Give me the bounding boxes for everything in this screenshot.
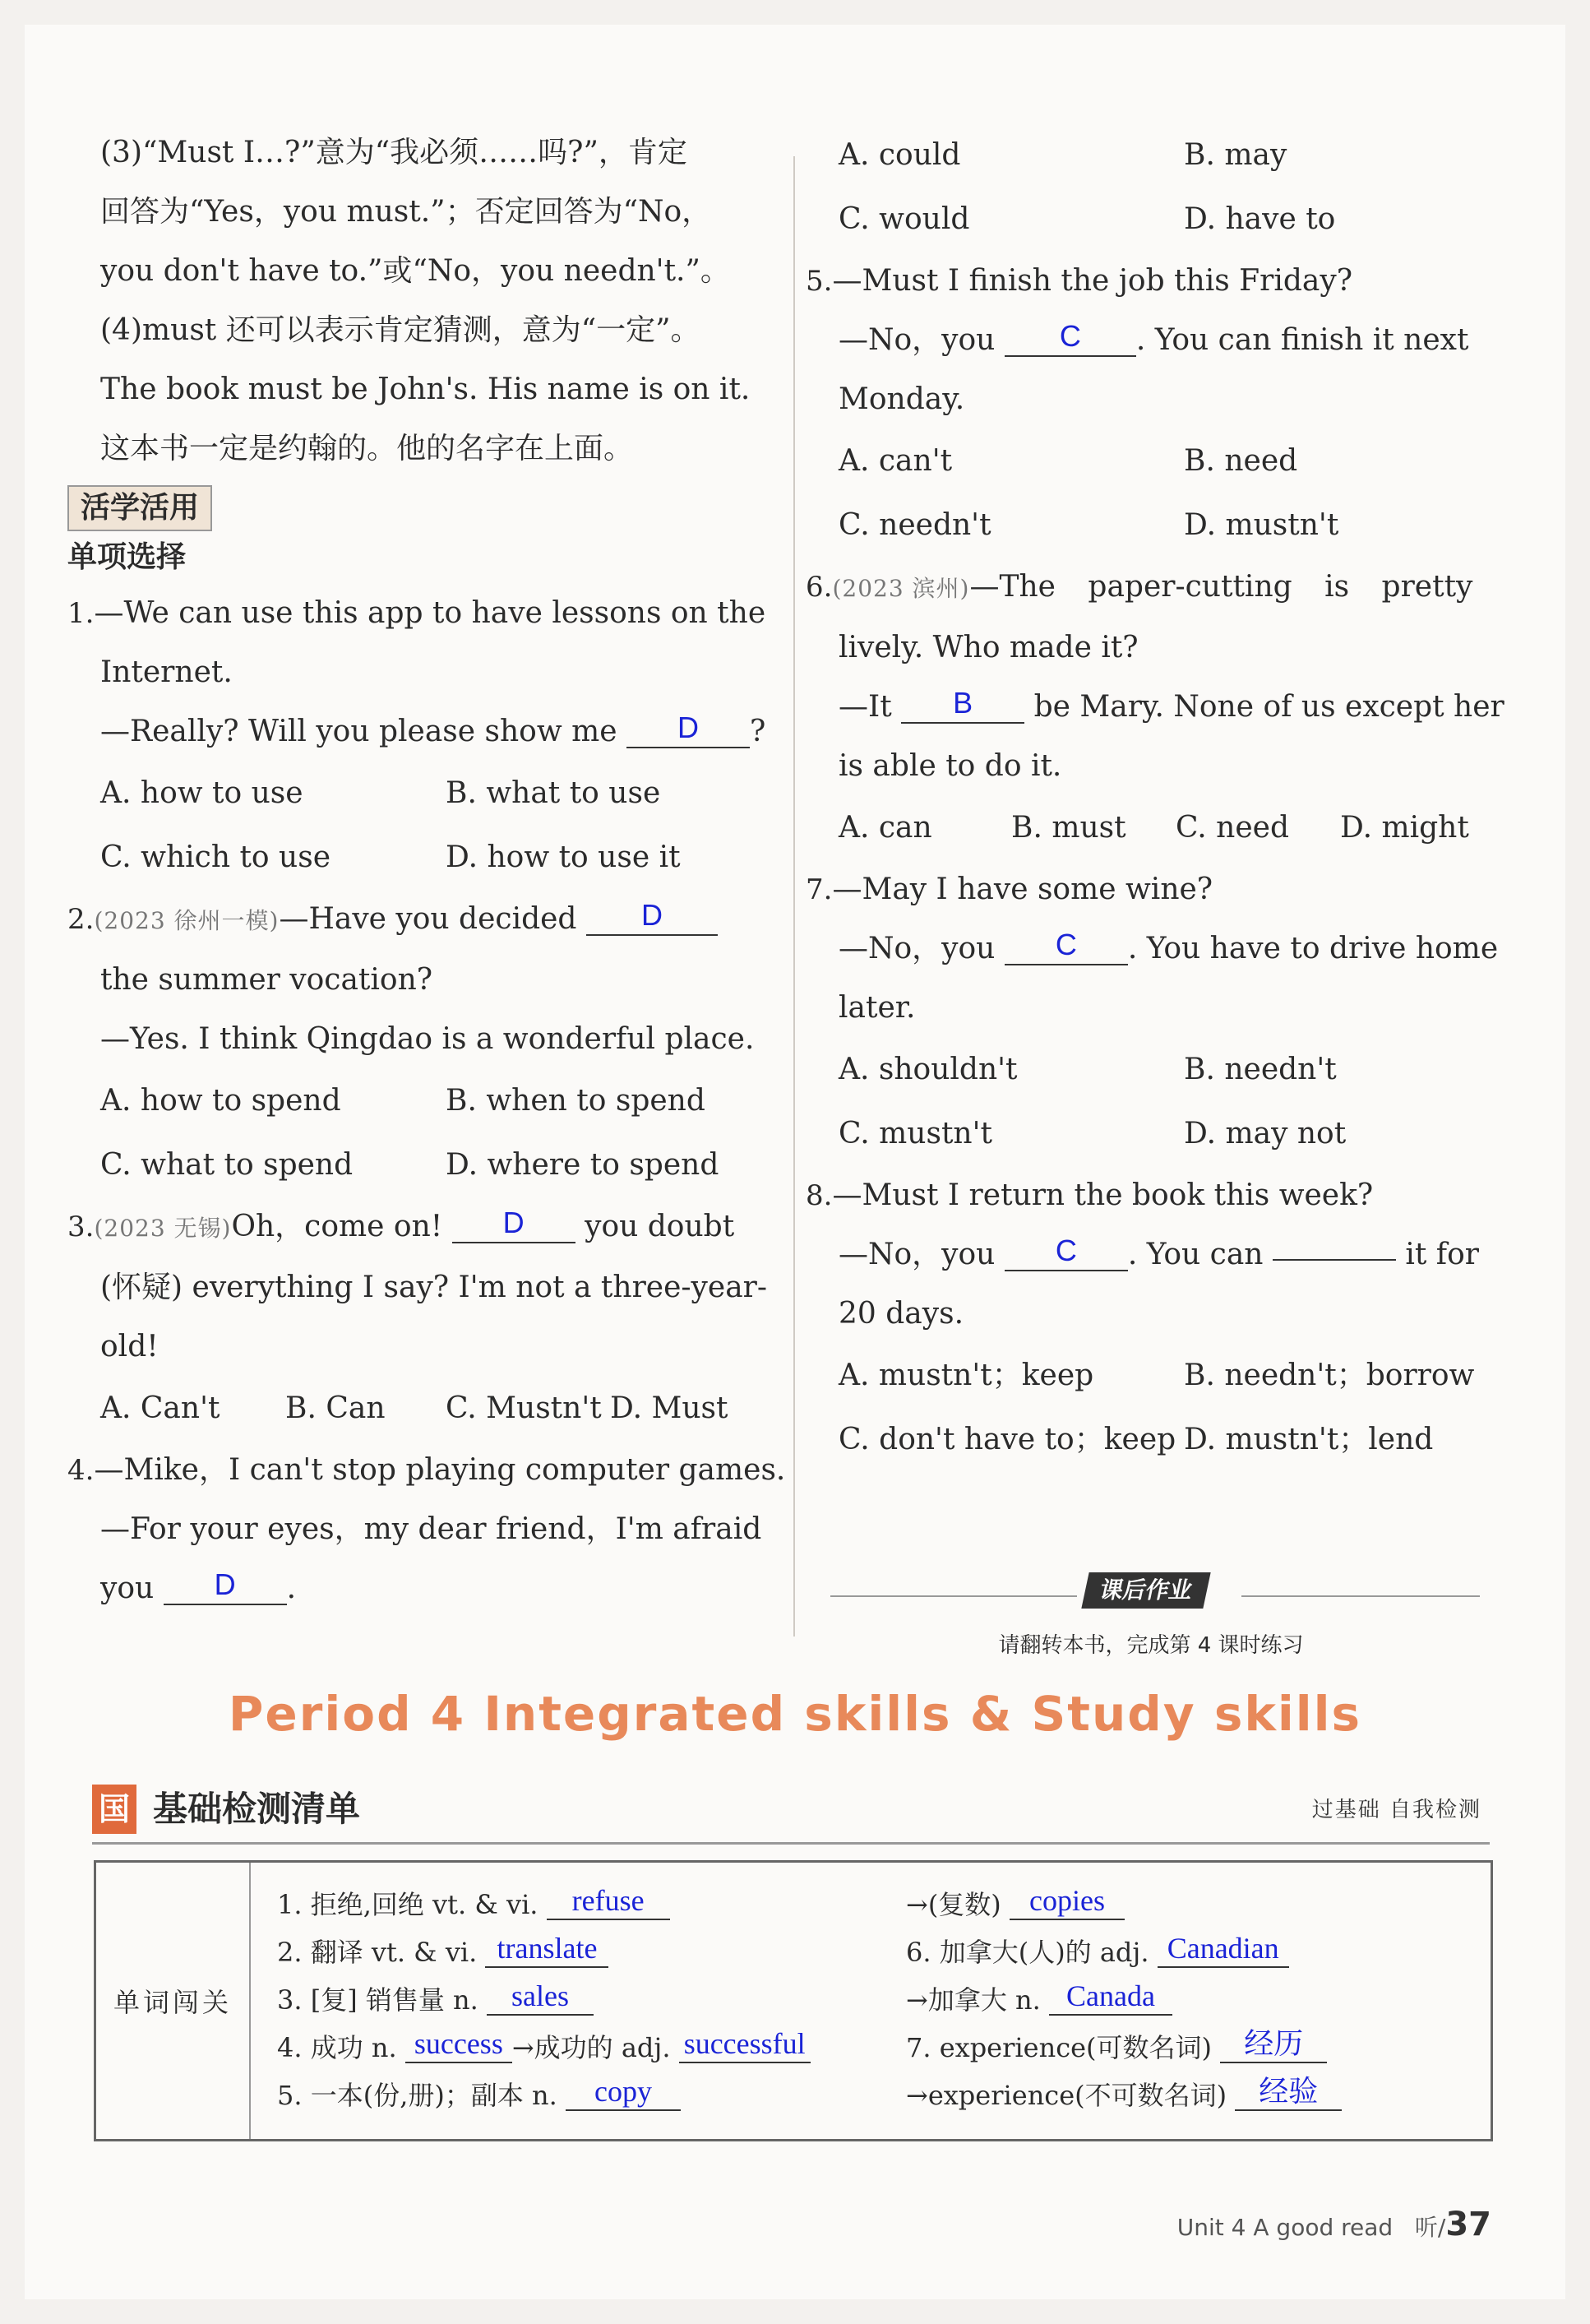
- vocab-item-6b-label: →加拿大 n.: [906, 1984, 1041, 2016]
- period-title: Period 4 Integrated skills & Study skills: [228, 1686, 1362, 1742]
- q4-answer-blank[interactable]: D: [164, 1571, 287, 1605]
- q5-option-a[interactable]: A. can't: [839, 444, 953, 478]
- page-footer: [1177, 2206, 1491, 2243]
- q8-text2: —No，you: [839, 1238, 996, 1271]
- q4-text3: you: [100, 1572, 155, 1605]
- vocab-item-7-answer[interactable]: 经历: [1220, 2029, 1327, 2063]
- q4-option-a[interactable]: A. could: [839, 138, 961, 172]
- q6-option-c[interactable]: C. need: [1176, 811, 1289, 845]
- q7-option-b[interactable]: B. needn't: [1184, 1053, 1337, 1086]
- q8-line2: [806, 1225, 1496, 1285]
- q8-option-a[interactable]: A. mustn't；keep: [839, 1359, 1094, 1392]
- q4-options-row1: [806, 123, 1496, 187]
- q1-option-c[interactable]: C. which to use: [100, 840, 331, 874]
- q7-answer-blank[interactable]: C: [1005, 931, 1128, 965]
- basics-title: 基础检测清单: [153, 1789, 361, 1829]
- q4-option-d[interactable]: D. have to: [1184, 202, 1336, 236]
- vocab-item-5: [277, 2072, 681, 2119]
- q8-option-c[interactable]: C. don't have to；keep: [839, 1423, 1176, 1456]
- q7-text2-post: . You have to drive home: [1127, 932, 1499, 965]
- q5-option-b[interactable]: B. need: [1184, 444, 1298, 478]
- note3-line1: (3)“Must I…?”意为“我必须……吗?”，肯定: [100, 136, 687, 169]
- q6-option-d[interactable]: D. might: [1340, 811, 1469, 845]
- q8-answer-blank[interactable]: C: [1005, 1237, 1128, 1271]
- q4-option-b[interactable]: B. may: [1184, 138, 1287, 172]
- basics-right-label: 过基础 自我检测: [1311, 1798, 1481, 1822]
- q2-answer-blank[interactable]: D: [586, 901, 718, 936]
- q8-text1: —Must I return the book this week?: [832, 1178, 1374, 1212]
- q4-option-c[interactable]: C. would: [839, 202, 970, 236]
- vocab-item-2-answer[interactable]: translate: [485, 1933, 608, 1968]
- q8-options-row2: [806, 1408, 1496, 1472]
- vocab-row-label: 单词闯关: [96, 1863, 251, 2139]
- q4-line1: [67, 1441, 786, 1500]
- q4-text1: —Mike，I can't stop playing computer games.: [94, 1453, 786, 1487]
- vocab-item-7b: [906, 2072, 1342, 2119]
- q1-options-row1: [67, 762, 783, 826]
- q8-line3: 20 days.: [839, 1297, 964, 1331]
- q7-option-d[interactable]: D. may not: [1184, 1117, 1347, 1150]
- q8-second-blank[interactable]: [1273, 1226, 1396, 1261]
- q7-option-a[interactable]: A. shouldn't: [839, 1053, 1018, 1086]
- q4-text3-post: .: [286, 1572, 297, 1605]
- vocab-item-3-answer[interactable]: sales: [487, 1981, 594, 2016]
- q1-option-a[interactable]: A. how to use: [100, 776, 303, 810]
- q7-line3: later.: [839, 991, 916, 1025]
- basics-header: [92, 1776, 1490, 1845]
- vocab-item-7: [906, 2024, 1327, 2072]
- vocab-item-7b-label: →experience(不可数名词): [906, 2080, 1227, 2111]
- q7-option-c[interactable]: C. mustn't: [839, 1117, 992, 1150]
- q6-option-a[interactable]: A. can: [839, 811, 932, 845]
- q2-text1: —Have you decided: [279, 902, 577, 936]
- vocab-item-1: [277, 1881, 670, 1928]
- section-title: 单项选择: [67, 540, 187, 574]
- q3-answer-blank[interactable]: D: [452, 1209, 575, 1243]
- vocab-item-5b: [906, 1881, 1125, 1928]
- q8-line1: [806, 1166, 1496, 1225]
- q1-line3: [67, 702, 783, 762]
- page-number: 37: [1445, 2206, 1491, 2243]
- vocab-item-4-answer[interactable]: success: [405, 2029, 512, 2063]
- q2-source: (2023 徐州一模): [94, 907, 280, 934]
- q1-option-b[interactable]: B. what to use: [446, 776, 661, 810]
- q6-source: (2023 滨州): [832, 575, 970, 602]
- q1-text3: —Really? Will you please show me: [100, 715, 617, 748]
- vocab-item-6: [906, 1928, 1289, 1976]
- q5-line3: Monday.: [839, 382, 965, 416]
- q5-text2-post: . You can finish it next: [1135, 323, 1469, 357]
- vocab-item-4-mid: →成功的 adj.: [511, 2032, 671, 2063]
- q1-options-row2: [67, 826, 783, 890]
- q5-text1: —Must I finish the job this Friday?: [832, 264, 1353, 298]
- q2-option-d[interactable]: D. where to spend: [446, 1148, 719, 1182]
- q4-num: 4.: [67, 1454, 95, 1487]
- q4-options-row2: [806, 187, 1496, 252]
- q1-text1: —We can use this app to have lessons on the: [94, 596, 766, 630]
- note4-line2: The book must be John's. His name is on it.: [100, 373, 751, 406]
- note4-line1: (4)must 还可以表示肯定猜测，意为“一定”。: [100, 313, 700, 347]
- vocab-item-5-answer[interactable]: copy: [566, 2076, 681, 2111]
- vocab-item-4-label: 4. 成功 n.: [277, 2032, 397, 2063]
- q6-line4: is able to do it.: [839, 749, 1062, 783]
- q6-line2: lively. Who made it?: [839, 631, 1139, 664]
- q3-option-c[interactable]: C. Mustn't: [446, 1391, 602, 1425]
- q6-num: 6.: [806, 571, 833, 604]
- right-column: [806, 123, 1504, 1472]
- q5-answer-blank[interactable]: C: [1005, 322, 1136, 357]
- vocab-item-6-label: 6. 加拿大(人)的 adj.: [906, 1937, 1149, 1968]
- vocab-item-2: [277, 1928, 608, 1976]
- q5-option-d[interactable]: D. mustn't: [1184, 508, 1339, 542]
- vocab-item-6b: [906, 1976, 1172, 2024]
- q5-option-c[interactable]: C. needn't: [839, 508, 991, 542]
- q2-option-b[interactable]: B. when to spend: [446, 1084, 705, 1118]
- q5-options-row2: [806, 493, 1496, 558]
- q6-line3: [806, 678, 1504, 737]
- vocab-item-4-answer2[interactable]: successful: [679, 2029, 811, 2063]
- vocab-item-3: [277, 1976, 594, 2024]
- q3-source: (2023 无锡): [94, 1215, 232, 1242]
- vocab-item-1-answer[interactable]: refuse: [547, 1886, 670, 1920]
- note3-line3: you don't have to.”或“No，you needn't.”。: [100, 254, 730, 288]
- q5-line2: [806, 311, 1496, 370]
- q8-options-row1: [806, 1344, 1496, 1408]
- footer-section: 听/: [1414, 2214, 1446, 2241]
- q1-line2: Internet.: [100, 655, 233, 689]
- q3-line1: [67, 1197, 783, 1258]
- q3-line3: old!: [100, 1330, 159, 1363]
- q3-option-a[interactable]: A. Can't: [100, 1391, 220, 1425]
- q8-option-d[interactable]: D. mustn't；lend: [1184, 1423, 1434, 1456]
- q8-option-b[interactable]: B. needn't；borrow: [1184, 1359, 1475, 1392]
- q1-line1: [67, 584, 783, 643]
- vocab-item-5b-label: →(复数): [906, 1889, 1001, 1920]
- q2-line2: the summer vocation?: [100, 963, 433, 997]
- q7-num: 7.: [806, 873, 833, 906]
- vocab-item-2-label: 2. 翻译 vt. & vi.: [277, 1937, 478, 1968]
- q6-options: [806, 796, 1496, 860]
- q2-line1: [67, 890, 783, 951]
- q6-text1: —The paper-cutting is pretty: [969, 570, 1473, 604]
- homework-rule-right: [1241, 1595, 1480, 1597]
- q3-text1: Oh，come on!: [231, 1210, 443, 1243]
- q8-num: 8.: [806, 1179, 833, 1212]
- q8-text2-mid: . You can: [1127, 1238, 1264, 1271]
- q1-text3-post: ?: [750, 715, 766, 748]
- q2-options-row1: [67, 1069, 783, 1133]
- q4-line3: [67, 1559, 783, 1618]
- homework-tag: 课后作业: [1081, 1572, 1210, 1609]
- column-divider: [793, 156, 795, 1637]
- q5-line1: [806, 252, 1496, 311]
- q2-option-c[interactable]: C. what to spend: [100, 1148, 354, 1182]
- vocab-item-7-label: 7. experience(可数名词): [906, 2032, 1213, 2063]
- q5-num: 5.: [806, 265, 833, 298]
- vocab-item-5b-answer[interactable]: copies: [1010, 1886, 1125, 1920]
- q5-options-row1: [806, 429, 1496, 493]
- q3-option-b[interactable]: B. Can: [285, 1391, 386, 1425]
- q5-text2: —No，you: [839, 323, 996, 357]
- q2-options-row2: [67, 1133, 783, 1197]
- practice-tag: 活学活用: [67, 485, 212, 531]
- basics-book-icon: 国: [92, 1785, 136, 1834]
- q6-option-b[interactable]: B. must: [1011, 811, 1126, 845]
- vocab-table: [94, 1860, 1493, 2141]
- q7-line2: [806, 919, 1499, 979]
- q3-line2: (怀疑) everything I say? I'm not a three-year-: [100, 1271, 768, 1304]
- homework-strip: [814, 1562, 1488, 1678]
- note3-line2: 回答为“Yes，you must.”；否定回答为“No，: [100, 195, 712, 229]
- q4-line2: —For your eyes，my dear friend，I'm afraid: [100, 1512, 762, 1546]
- q1-num: 1.: [67, 597, 95, 630]
- q7-options-row2: [806, 1102, 1496, 1166]
- q7-text2: —No，you: [839, 932, 996, 965]
- q2-line3: —Yes. I think Qingdao is a wonderful place.: [100, 1022, 755, 1056]
- q2-num: 2.: [67, 903, 95, 936]
- q6-answer-blank[interactable]: B: [901, 689, 1024, 724]
- q7-text1: —May I have some wine?: [832, 873, 1213, 906]
- homework-note: 请翻转本书，完成第 4 课时练习: [998, 1633, 1304, 1658]
- q2-option-a[interactable]: A. how to spend: [100, 1084, 341, 1118]
- note4-line3: 这本书一定是约翰的。他的名字在上面。: [100, 432, 634, 465]
- vocab-item-5-label: 5. 一本(份,册)；副本 n.: [277, 2080, 557, 2111]
- q3-option-d[interactable]: D. Must: [610, 1391, 728, 1425]
- q3-options: [67, 1377, 783, 1441]
- q1-option-d[interactable]: D. how to use it: [446, 840, 681, 874]
- q7-options-row1: [806, 1038, 1496, 1102]
- q3-text1-post: you doubt: [585, 1210, 735, 1243]
- q1-answer-blank[interactable]: D: [626, 714, 750, 748]
- homework-rule-left: [830, 1595, 1077, 1597]
- q6-line1: [806, 558, 1496, 618]
- q3-num: 3.: [67, 1211, 95, 1243]
- vocab-item-6b-answer[interactable]: Canada: [1049, 1981, 1172, 2016]
- vocab-item-3-label: 3. [复] 销售量 n.: [277, 1984, 478, 2016]
- vocab-item-6-answer[interactable]: Canadian: [1158, 1933, 1289, 1968]
- vocab-item-4: [277, 2024, 811, 2072]
- vocab-item-7b-answer[interactable]: 经验: [1235, 2076, 1342, 2111]
- q8-text2-post: it for: [1405, 1238, 1480, 1271]
- q6-text3-post: be Mary. None of us except her: [1033, 690, 1504, 724]
- left-column: [67, 123, 786, 1618]
- q7-line1: [806, 860, 1496, 919]
- footer-unit: Unit 4 A good read: [1176, 2214, 1394, 2241]
- vocab-item-1-label: 1. 拒绝,回绝 vt. & vi.: [277, 1889, 538, 1920]
- q6-text3: —It: [839, 690, 892, 724]
